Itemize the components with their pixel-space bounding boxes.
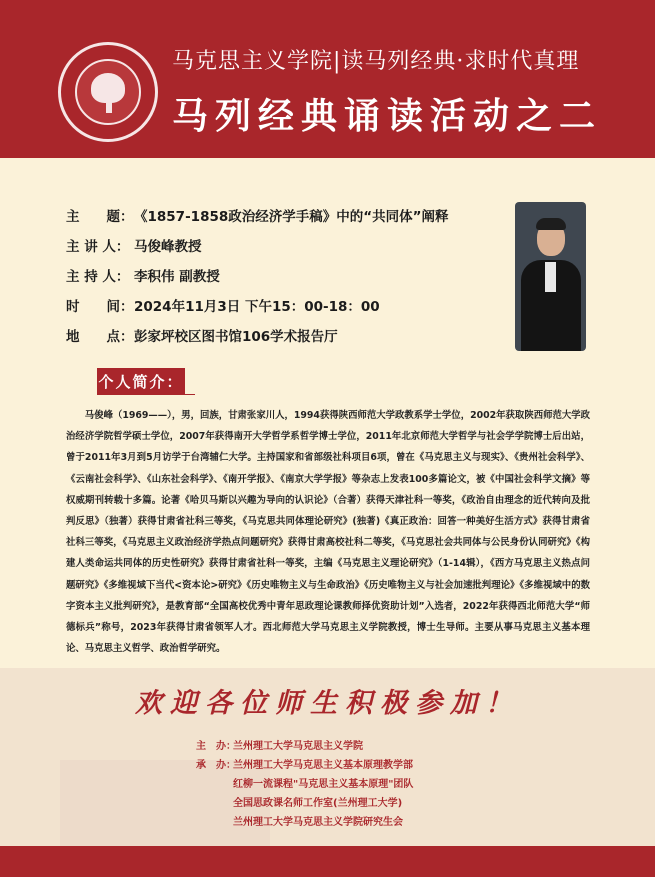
info-value: 李积伟 副教授	[134, 269, 220, 285]
info-host	[66, 260, 506, 290]
organizer-row	[196, 775, 413, 794]
organizer-row	[196, 737, 413, 756]
info-location	[66, 320, 506, 350]
info-label: 主 持 人：	[66, 269, 130, 285]
event-info	[66, 200, 506, 350]
header-banner	[0, 0, 655, 158]
info-topic	[66, 200, 506, 230]
info-value: 《1857-1858政治经济学手稿》中的“共同体”阐释	[134, 209, 449, 225]
organizer-label: 主 办：	[196, 741, 236, 752]
organizer-value: 兰州理工大学马克思主义基本原理教学部	[233, 760, 413, 771]
organizer-value: 兰州理工大学马克思主义学院研究生会	[233, 817, 403, 828]
organizer-row	[196, 794, 413, 813]
speaker-bio: 马俊峰（1969——），男，回族，甘肃张家川人，1994获得陕西师范大学政教系学士学位，2002年获取陕西师范大学政治经济学院哲学硕士学位，2007年获得南开大学哲学系哲学博士学位，2011年北京师范大学哲学与社会学学院博士后出站，曾于2011年3月到5月访学于台湾辅仁大学。主持国家和省部级社科项目6项，曾在《马克思主义与现实》、《贵州社会科学》、《云南社会科学》、《山东社会科学》、《南开学报》、《南京大学学报》等杂志上发表100多篇论文，被《中国社会科学文摘》等权威期刊转载十多篇。论著《哈贝马斯以兴趣为导向的认识论》（合著）获得天津社科一等奖，《政治自由理念的近代转向及批判反思》（独著）获得甘肃省社科三等奖，《马克思共同体理论研究》(独著)《真正政治：回答一种美好生活方式》获得甘肃省社科三等奖，《马克思主义政治经济学热点问题研究》获得甘肃高校社科二等奖，《马克思社会共同体与公民身份认同研究》《构建人类命运共同体的历史性研究》获得甘肃省社科一等奖，主编《马克思主义理论研究》（1-14辑），《西方马克思主义热点问题研究》《多维视域下当代<资本论>研究》《历史唯物主义与生命政治》《历史唯物主义与社会加速批判理论》《多维视域中的数字资本主义批判研究》，是教育部“全国高校优秀中青年思政理论课教师择优资助计划”入选者，2022年获得西北师范大学“师德标兵”称号，2023年获得甘肃省领军人才。西北师范大学马克思主义学院教授，博士生导师。主要从事马克思主义基本理论、马克思主义哲学、政治哲学研究。	[66, 410, 590, 655]
divider	[185, 394, 195, 395]
organizer-value: 红柳一流课程"马克思主义基本原理"团队	[233, 779, 414, 790]
organizer-row	[196, 756, 413, 775]
info-label: 主 题：	[66, 209, 134, 225]
footer-band	[0, 846, 655, 877]
welcome-banner: 欢迎各位师生积极参加！	[135, 688, 520, 719]
section-tag: 个人简介：	[97, 368, 185, 395]
info-value: 马俊峰教授	[134, 239, 202, 255]
organizer-value: 兰州理工大学马克思主义学院	[233, 741, 363, 752]
organizer-row	[196, 813, 413, 832]
info-value: 彭家坪校区图书馆106学术报告厅	[134, 329, 338, 345]
organizer-label: 承 办：	[196, 760, 236, 771]
info-time	[66, 290, 506, 320]
info-value: 2024年11月3日 下午15：00-18：00	[134, 299, 380, 315]
info-label: 主 讲 人：	[66, 239, 130, 255]
organizers	[196, 737, 413, 832]
organizer-value: 全国思政课名师工作室(兰州理工大学)	[233, 798, 403, 809]
speaker-photo	[515, 202, 586, 351]
info-speaker	[66, 230, 506, 260]
main-title: 马列经典诵读活动之二	[172, 95, 603, 137]
info-label: 地 点：	[66, 329, 134, 345]
university-logo	[58, 42, 158, 142]
info-label: 时 间：	[66, 299, 134, 315]
sub-title: 马克思主义学院|读马列经典·求时代真理	[172, 49, 580, 74]
